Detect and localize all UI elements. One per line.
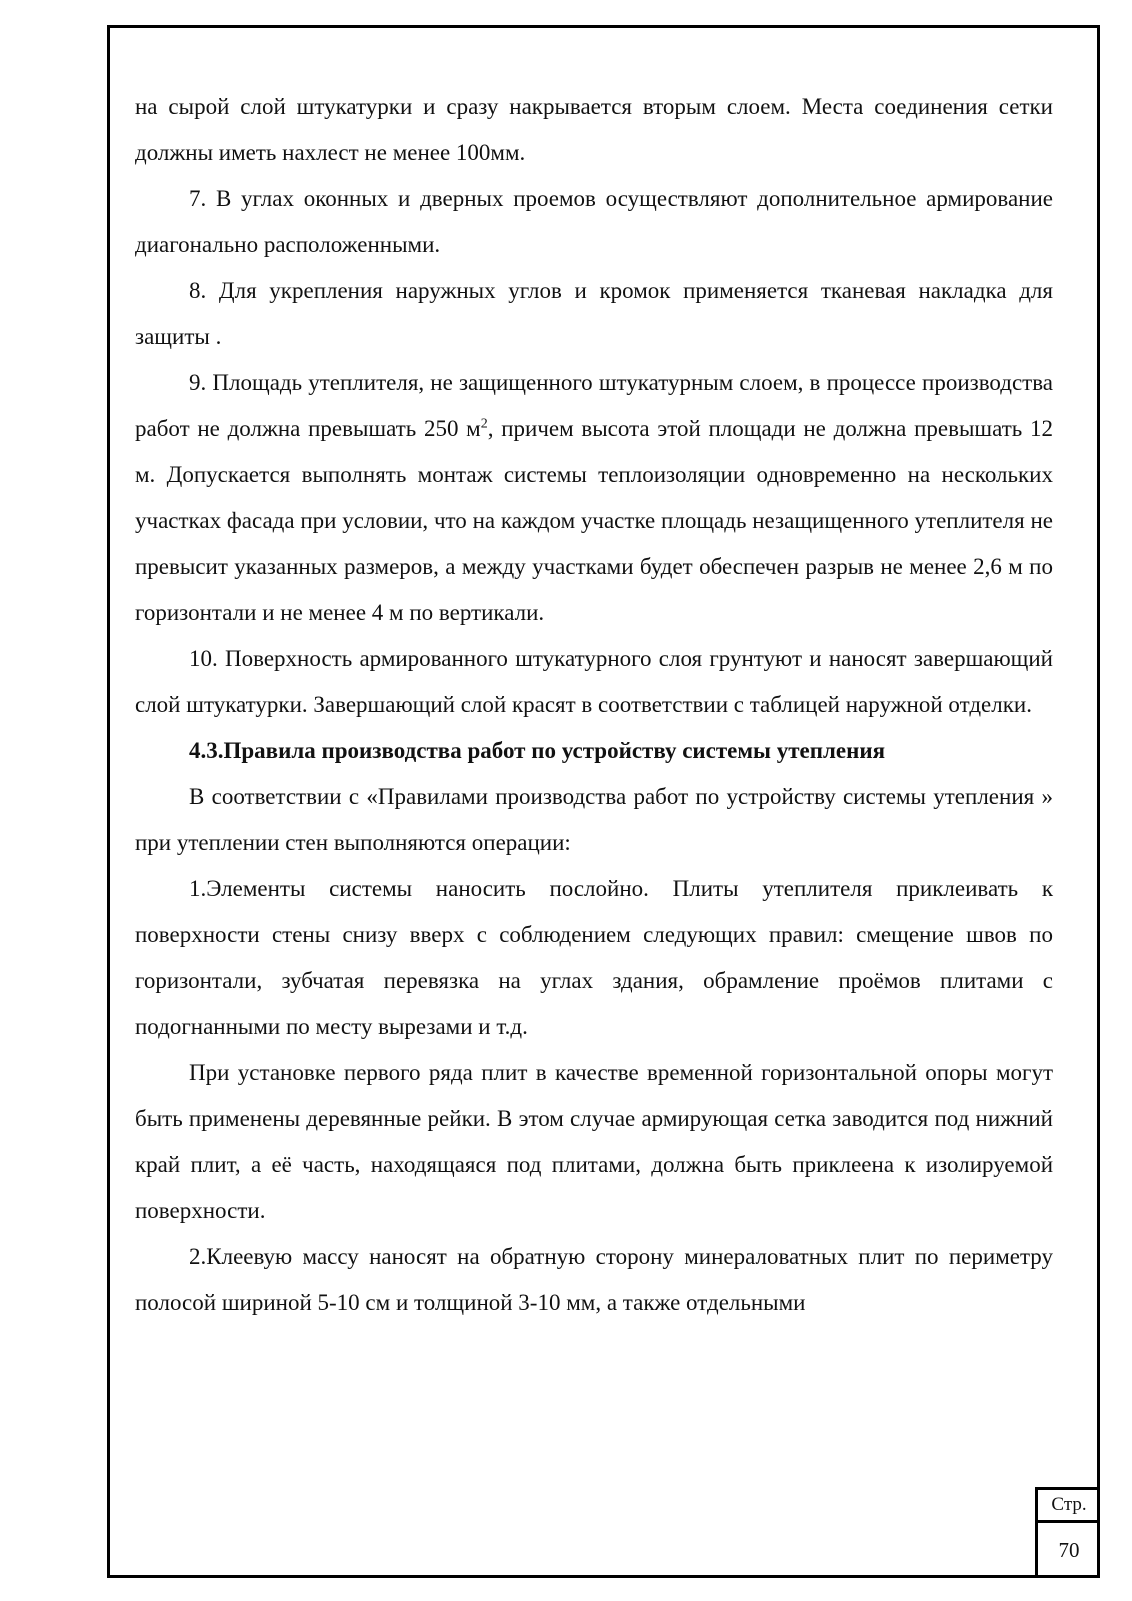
document-body (135, 84, 1053, 1326)
paragraph-step-1-note: При установке первого ряда плит в качестве временной горизонтальной опоры могут быть применены деревянные рейки. В этом случае армирующая сетка заводится под нижний край плит, а её часть, находящаяся под плитами, должна быть приклеена к изолируемой поверхности. (135, 1060, 1053, 1223)
superscript-square: 2 (480, 416, 488, 432)
paragraph-intro: В соответствии с «Правилами производства работ по устройству системы утепления » при утеплении стен выполняются операции: (135, 784, 1053, 855)
paragraph-item-9 (135, 360, 1053, 636)
paragraph-continued: на сырой слой штукатурки и сразу накрывается вторым слоем. Места соединения сетки должны иметь нахлест не менее 100мм. (135, 94, 1053, 165)
section-heading: 4.3.Правила производства работ по устройству системы утепления (189, 738, 886, 763)
page-number: 70 (1058, 1538, 1080, 1562)
page-label: Стр. (1038, 1490, 1100, 1523)
paragraph-item-9-part-b: , причем высота этой площади не должна превышать 12 м. Допускается выполнять монтаж системы теплоизоляции одновременно на нескольких участках фасада при условии, что на каждом участке площадь незащищенного утеплителя не превысит указанных размеров, а между участками будет обеспечен разрыв не менее 2,6 м по горизонтали и не менее 4 м по вертикали. (135, 416, 1053, 625)
paragraph-item-7: 7. В углах оконных и дверных проемов осуществляют дополнительное армирование диагонально расположенными. (135, 186, 1053, 257)
paragraph-step-2: 2.Клеевую массу наносят на обратную сторону минераловатных плит по периметру полосой шириной 5-10 см и толщиной 3-10 мм, а также отдельными (135, 1244, 1053, 1315)
paragraph-item-9-part-a: 9. Площадь утеплителя, не защищенного штукатурным слоем, в процессе производства работ не должна превышать 250 м (135, 370, 1053, 441)
page-number-box (1035, 1487, 1100, 1578)
paragraph-item-8: 8. Для укрепления наружных углов и кромок применяется тканевая накладка для защиты . (135, 278, 1053, 349)
paragraph-item-10: 10. Поверхность армированного штукатурного слоя грунтуют и наносят завершающий слой штукатурки. Завершающий слой красят в соответствии с таблицей наружной отделки. (135, 646, 1053, 717)
paragraph-step-1: 1.Элементы системы наносить послойно. Плиты утеплителя приклеивать к поверхности стены снизу вверх с соблюдением следующих правил: смещение швов по горизонтали, зубчатая перевязка на углах здания, обрамление проёмов плитами с подогнанными по месту вырезами и т.д. (135, 876, 1053, 1039)
